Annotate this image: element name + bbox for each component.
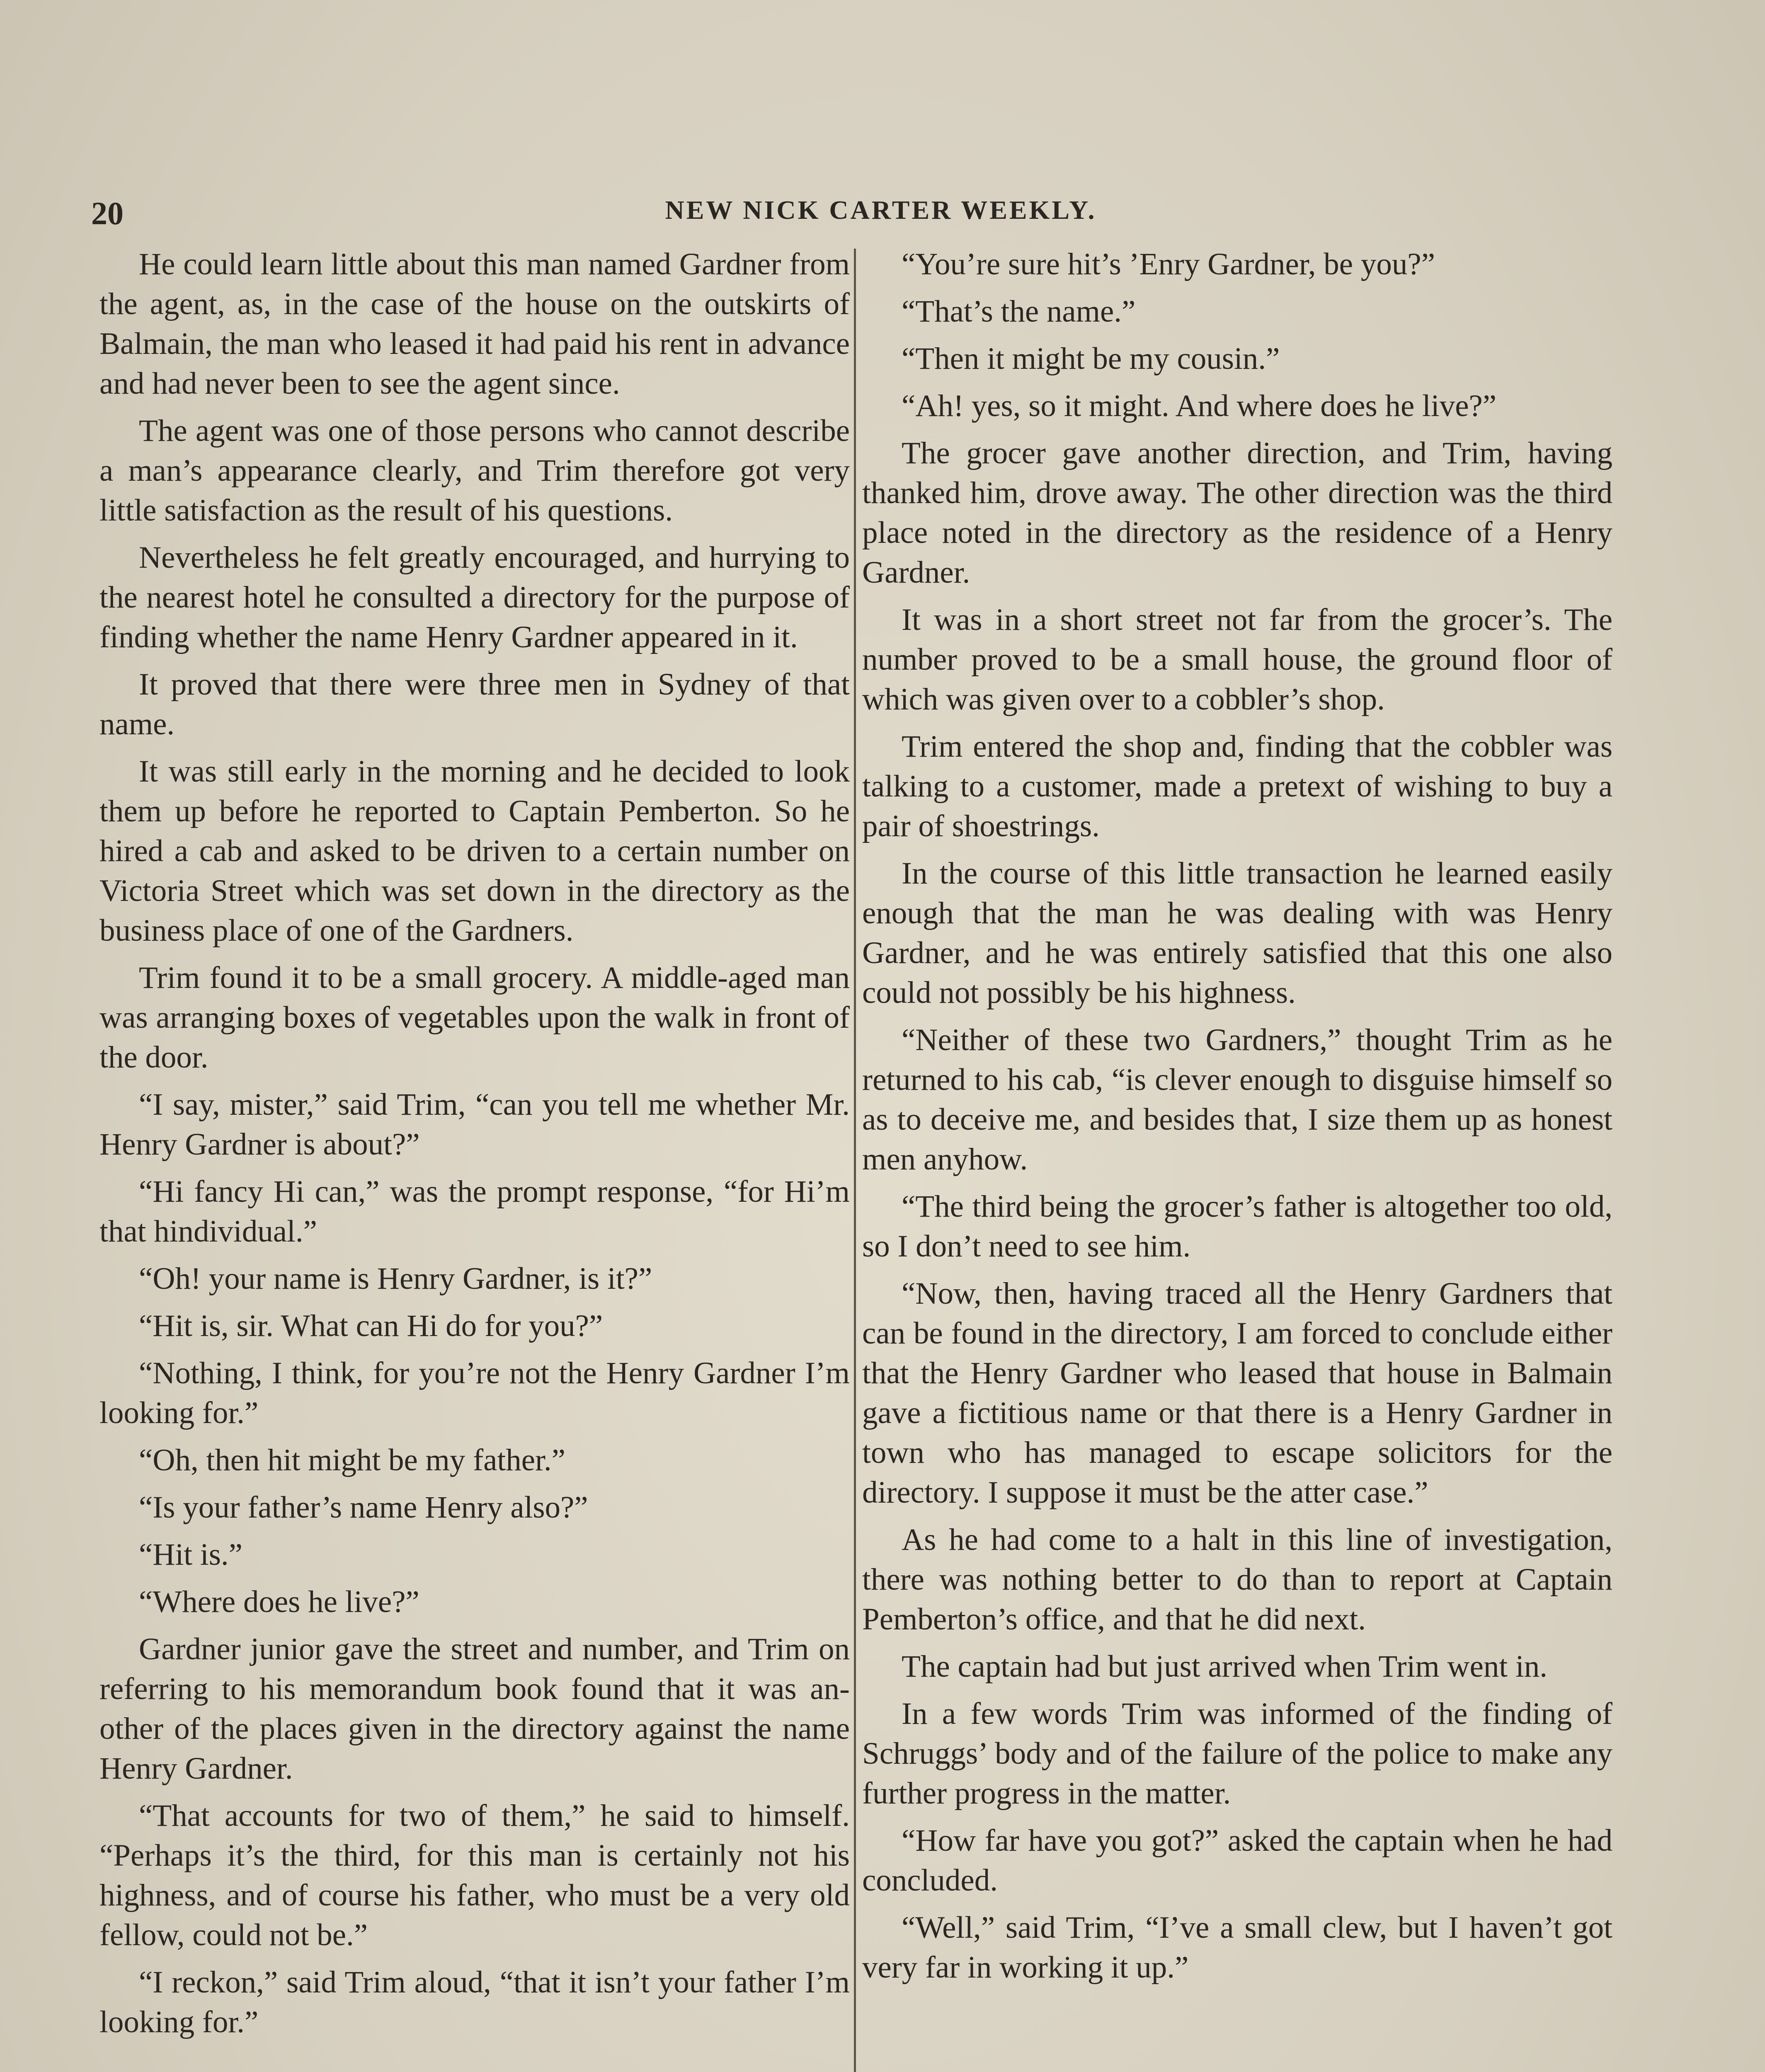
paragraph: “The third being the grocer’s father is altogether too old, so I don’t need to see him.: [862, 1189, 1612, 1264]
paragraph: Gardner junior gave the street and number, and Trim on referring to his memorandum book found that it was another of the places given in the directory against the name Henry Gardner.: [99, 1632, 850, 1786]
right-column: [862, 244, 1612, 1995]
paragraph: As he had come to a halt in this line of investigation, there was nothing better to do than to report at Captain Pemberton’s office, and that he did next.: [862, 1523, 1612, 1636]
paragraph: It was still early in the morning and he decided to look them up before he reported to Captain Pemberton. So he hired a cab and asked to be driven to a certain number on Victoria Street which was set down in the directory as the business place of one of the Gardners.: [99, 754, 850, 948]
page-number: 20: [91, 195, 124, 231]
paragraph: “Hit is, sir. What can Hi do for you?”: [139, 1309, 603, 1343]
paragraph: Trim entered the shop and, finding that the cobbler was talking to a customer, made a pretext of wishing to buy a pair of shoestrings.: [862, 729, 1612, 843]
paragraph: “That’s the name.”: [902, 294, 1136, 329]
paragraph: “I reckon,” said Trim aloud, “that it isn’t your father I’m looking for.”: [99, 1965, 850, 2039]
left-column: [99, 244, 850, 2050]
paragraph: “Where does he live?”: [139, 1585, 419, 1619]
page-header: [91, 195, 1670, 232]
paragraph: It proved that there were three men in Sydney of that name.: [99, 667, 850, 741]
paragraph: “Oh! your name is Henry Gardner, is it?”: [139, 1261, 652, 1296]
running-head: NEW NICK CARTER WEEKLY.: [665, 195, 1097, 225]
paragraph: “Oh, then hit might be my father.”: [139, 1443, 565, 1477]
paragraph: “Hi fancy Hi can,” was the prompt response, “for Hi’m that hindividual.”: [99, 1174, 850, 1249]
paragraph: “Is your father’s name Henry also?”: [139, 1490, 588, 1525]
paragraph: “Now, then, having traced all the Henry Gardners that can be found in the directory, I am forced to conclude either that the Henry Gardner who leased that house in Balmain gave a fictitious name or that there is a Henry Gardner in town who has managed to escape solicitors for the directory. I suppose it must be the atter case.”: [862, 1276, 1612, 1510]
paragraph: “That accounts for two of them,” he said to himself. “Perhaps it’s the third, for this man is certainly not his highness, and of course his father, who must be a very old fellow, could not be.”: [99, 1798, 850, 1952]
paragraph: “Then it might be my cousin.”: [902, 341, 1280, 376]
paragraph: The grocer gave another direction, and Trim, having thanked him, drove away. The other direction was the third place noted in the directory as the residence of a Henry Gardner.: [862, 436, 1612, 590]
paragraph: The agent was one of those persons who cannot describe a man’s appearance clearly, and Trim therefore got very little satisfaction as the result of his questions.: [99, 414, 850, 528]
paragraph: “Well,” said Trim, “I’ve a small clew, but I haven’t got very far in working it up.”: [862, 1910, 1612, 1985]
paragraph: “Hit is.”: [139, 1537, 242, 1572]
paragraph: Trim found it to be a small grocery. A middle-aged man was arranging boxes of vegetables upon the walk in front of the door.: [99, 961, 850, 1075]
paragraph: Nevertheless he felt greatly encouraged, and hurrying to the nearest hotel he consulted a directory for the purpose of finding whether the name Henry Gardner appeared in it.: [99, 540, 850, 654]
paragraph: He could learn little about this man named Gardner from the agent, as, in the case of the house on the outskirts of Balmain, the man who leased it had paid his rent in advance and had never been to see the agent since.: [99, 247, 850, 401]
paragraph: In the course of this little transaction he learned easily enough that the man he was dealing with was Henry Gardner, and he was entirely satisfied that this one also could not possibly be his highness.: [862, 856, 1612, 1010]
paragraph: It was in a short street not far from the grocer’s. The number proved to be a small house, the ground floor of which was given over to a cobbler’s shop.: [862, 603, 1612, 716]
column-divider: [854, 249, 856, 2072]
paragraph: “I say, mister,” said Trim, “can you tell me whether Mr. Henry Gardner is about?”: [99, 1087, 850, 1162]
paragraph: “Neither of these two Gardners,” thought Trim as he returned to his cab, “is clever enough to disguise himself so as to deceive me, and besides that, I size them up as honest men anyhow.: [862, 1023, 1612, 1176]
paragraph: “You’re sure hit’s ’Enry Gardner, be you?”: [902, 247, 1435, 281]
paragraph: “How far have you got?” asked the captain when he had concluded.: [862, 1823, 1612, 1898]
paragraph: In a few words Trim was informed of the finding of Schruggs’ body and of the failure of the police to make any further progress in the matter.: [862, 1697, 1612, 1811]
paragraph: The captain had but just arrived when Trim went in.: [902, 1649, 1548, 1684]
paragraph: “Nothing, I think, for you’re not the Henry Gardner I’m looking for.”: [99, 1356, 850, 1430]
paragraph: “Ah! yes, so it might. And where does he live?”: [902, 389, 1497, 423]
